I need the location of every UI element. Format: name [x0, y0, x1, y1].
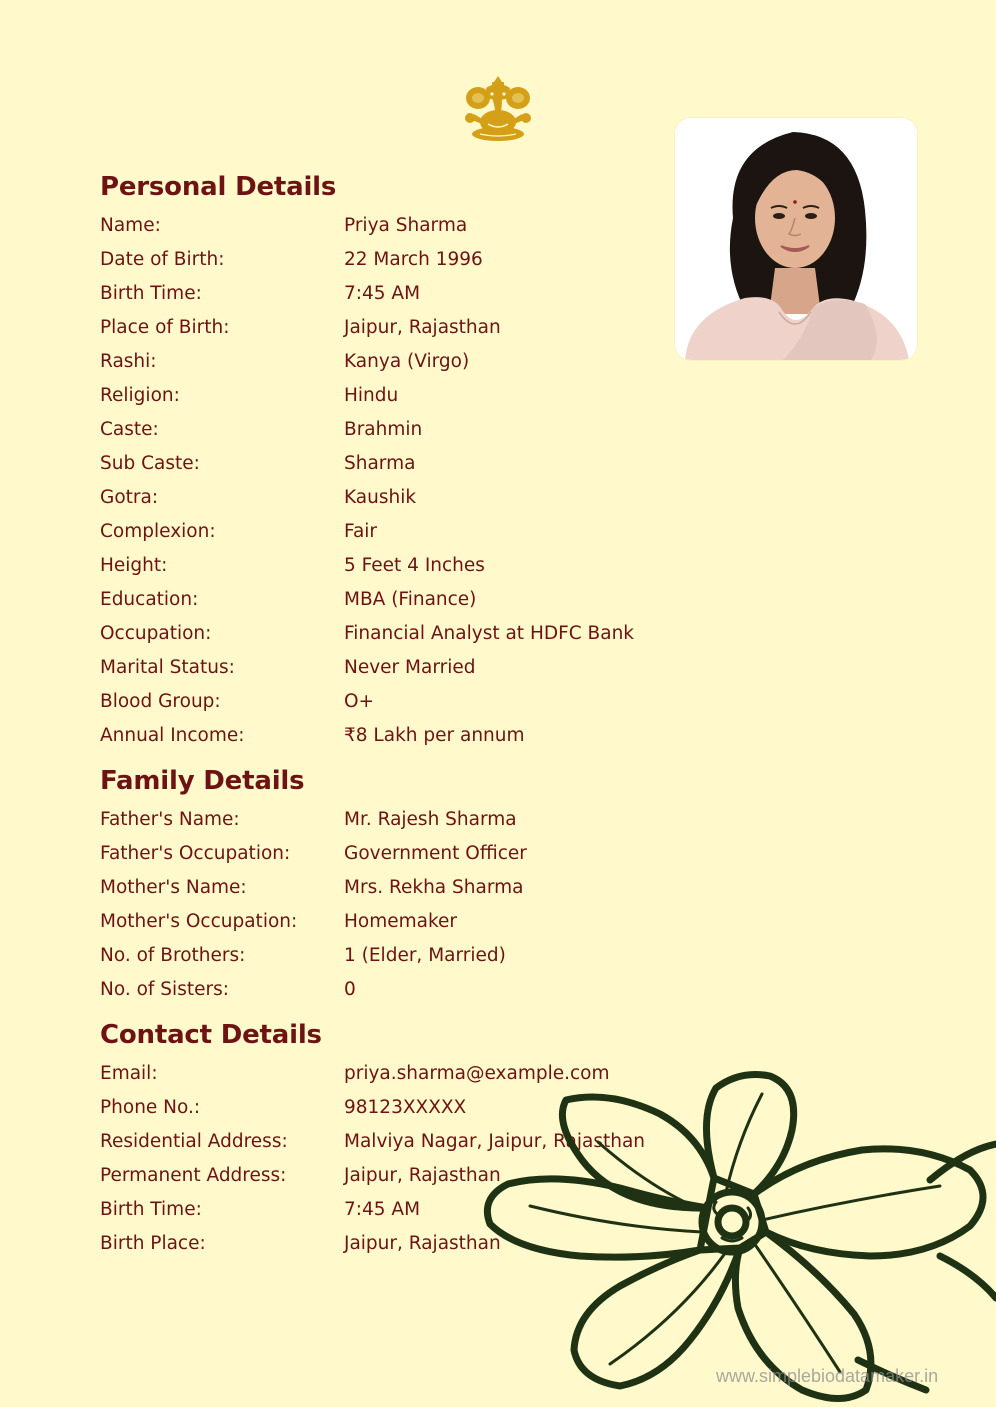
contact-details-heading: Contact Details [100, 1020, 322, 1050]
watermark-text: www.simplebiodatamaker.in [716, 1366, 939, 1386]
personal-row-annual-income [100, 719, 700, 753]
family-row-father-occupation [100, 837, 700, 871]
row-label: Education: [100, 589, 199, 610]
row-value: Jaipur, Rajasthan [344, 1233, 501, 1254]
row-value: Mrs. Rekha Sharma [344, 877, 524, 898]
personal-row-rashi [100, 345, 700, 379]
profile-photo [675, 118, 917, 360]
row-value: 5 Feet 4 Inches [344, 555, 485, 576]
row-label: Name: [100, 215, 161, 236]
personal-row-caste [100, 413, 700, 447]
personal-row-occupation [100, 617, 700, 651]
personal-row-date-of-birth [100, 243, 700, 277]
family-row-sisters [100, 973, 700, 1007]
portrait-photo [675, 118, 917, 360]
row-value: priya.sharma@example.com [344, 1063, 610, 1084]
personal-row-education [100, 583, 700, 617]
contact-row-email [100, 1057, 700, 1091]
row-label: Residential Address: [100, 1131, 288, 1152]
row-value: Never Married [344, 657, 476, 678]
row-value: Kaushik [344, 487, 417, 508]
contact-row-residential-address [100, 1125, 700, 1159]
row-label: Gotra: [100, 487, 159, 508]
row-value: MBA (Finance) [344, 589, 477, 610]
family-details-heading: Family Details [100, 766, 305, 796]
row-value: Fair [344, 521, 378, 542]
personal-row-birth-time [100, 277, 700, 311]
family-row-brothers [100, 939, 700, 973]
contact-row-permanent-address [100, 1159, 700, 1193]
row-label: Mother's Occupation: [100, 911, 298, 932]
row-value: Mr. Rajesh Sharma [344, 809, 517, 830]
row-value: Homemaker [344, 911, 458, 932]
row-value: ₹8 Lakh per annum [344, 725, 525, 746]
row-value: Malviya Nagar, Jaipur, Rajasthan [344, 1131, 646, 1152]
personal-row-place-of-birth [100, 311, 700, 345]
row-value: Hindu [344, 385, 399, 406]
row-label: No. of Sisters: [100, 979, 229, 1000]
row-value: Jaipur, Rajasthan [344, 317, 501, 338]
row-label: Sub Caste: [100, 453, 200, 474]
personal-row-height [100, 549, 700, 583]
row-label: Email: [100, 1063, 158, 1084]
personal-row-marital-status [100, 651, 700, 685]
personal-row-name [100, 209, 700, 243]
row-label: Permanent Address: [100, 1165, 287, 1186]
row-value: 22 March 1996 [344, 249, 483, 270]
row-label: Birth Place: [100, 1233, 206, 1254]
row-label: Caste: [100, 419, 159, 440]
row-label: Place of Birth: [100, 317, 230, 338]
row-value: 0 [344, 979, 356, 1000]
family-row-father-name [100, 803, 700, 837]
personal-row-religion [100, 379, 700, 413]
row-label: No. of Brothers: [100, 945, 246, 966]
personal-row-complexion [100, 515, 700, 549]
row-label: Occupation: [100, 623, 212, 644]
row-label: Father's Name: [100, 809, 240, 830]
row-label: Religion: [100, 385, 180, 406]
row-value: 98123XXXXX [344, 1097, 467, 1118]
row-label: Phone No.: [100, 1097, 201, 1118]
row-value: Financial Analyst at HDFC Bank [344, 623, 635, 644]
row-label: Blood Group: [100, 691, 221, 712]
row-value: Government Officer [344, 843, 527, 864]
row-label: Father's Occupation: [100, 843, 291, 864]
personal-details-heading: Personal Details [100, 172, 337, 202]
row-value: Priya Sharma [344, 215, 468, 236]
ganesha-icon [462, 74, 534, 142]
row-value: Kanya (Virgo) [344, 351, 470, 372]
personal-row-sub-caste [100, 447, 700, 481]
row-label: Mother's Name: [100, 877, 247, 898]
row-value: Sharma [344, 453, 416, 474]
row-value: 1 (Elder, Married) [344, 945, 506, 966]
personal-row-gotra [100, 481, 700, 515]
row-label: Marital Status: [100, 657, 235, 678]
family-row-mother-occupation [100, 905, 700, 939]
family-row-mother-name [100, 871, 700, 905]
row-label: Height: [100, 555, 168, 576]
row-label: Birth Time: [100, 283, 202, 304]
contact-row-phone [100, 1091, 700, 1125]
row-label: Rashi: [100, 351, 157, 372]
personal-row-blood-group [100, 685, 700, 719]
contact-row-birth-place [100, 1227, 700, 1261]
row-label: Birth Time: [100, 1199, 202, 1220]
row-value: O+ [344, 691, 375, 712]
row-value: 7:45 AM [344, 283, 421, 304]
row-value: 7:45 AM [344, 1199, 421, 1220]
row-value: Jaipur, Rajasthan [344, 1165, 501, 1186]
row-label: Annual Income: [100, 725, 245, 746]
row-label: Date of Birth: [100, 249, 225, 270]
contact-row-birth-time [100, 1193, 700, 1227]
row-label: Complexion: [100, 521, 216, 542]
row-value: Brahmin [344, 419, 423, 440]
